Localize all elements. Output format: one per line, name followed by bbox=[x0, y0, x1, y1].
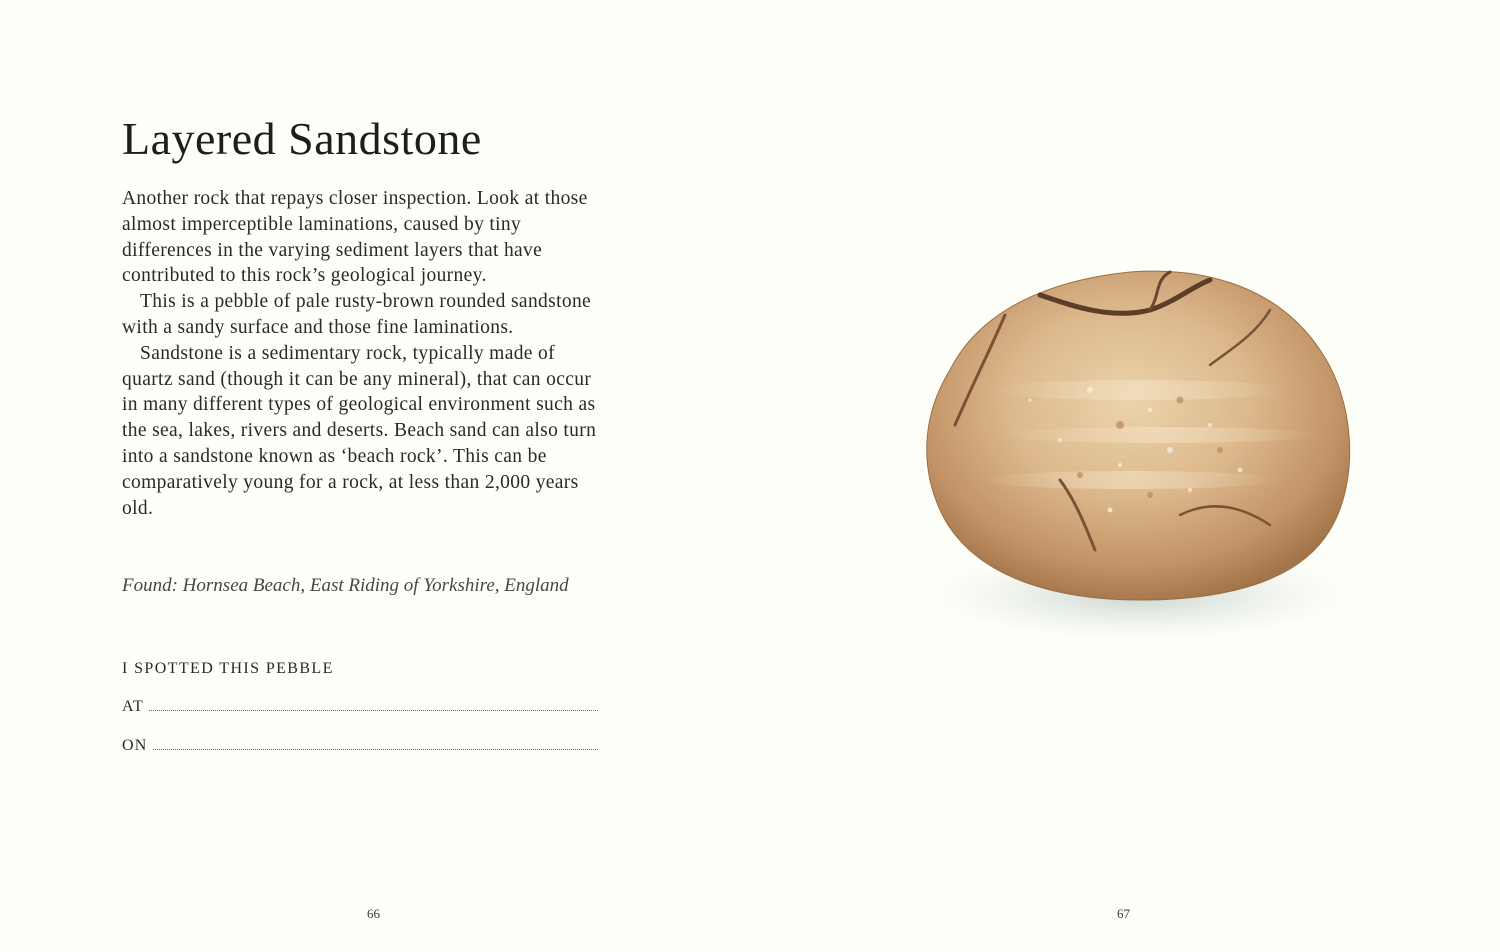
paragraph-2: This is a pebble of pale rusty-brown rounded sandstone with a sandy surface and those fine laminations. bbox=[122, 291, 592, 338]
on-label: ON bbox=[122, 737, 148, 754]
spotted-heading: I SPOTTED THIS PEBBLE bbox=[122, 660, 334, 677]
body-text bbox=[122, 186, 602, 521]
page-number-left: 66 bbox=[367, 906, 380, 921]
on-write-line[interactable] bbox=[153, 749, 598, 750]
right-page bbox=[750, 0, 1500, 952]
page-title: Layered Sandstone bbox=[122, 113, 482, 164]
at-write-line[interactable] bbox=[149, 710, 598, 711]
page-number-right: 67 bbox=[1117, 906, 1130, 921]
found-location: Found: Hornsea Beach, East Riding of Yorkshire, England bbox=[122, 575, 569, 596]
sandstone-pebble-illustration bbox=[910, 250, 1360, 660]
at-label: AT bbox=[122, 698, 144, 715]
on-field-row[interactable] bbox=[122, 737, 598, 755]
at-field-row[interactable] bbox=[122, 698, 598, 716]
paragraph-1: Another rock that repays closer inspection. Look at those almost imperceptible laminations, caused by tiny differences in the varying sediment layers that have contributed to this rock’s geological journey. bbox=[122, 188, 588, 287]
paragraph-3: Sandstone is a sedimentary rock, typically made of quartz sand (though it can be any mineral), that can occur in many different types of geological environment such as the sea, lakes, rivers and deserts. Beach sand can also turn into a sandstone known as ‘beach rock’. This can be comparatively young for a rock, at less than 2,000 years old. bbox=[122, 342, 597, 519]
